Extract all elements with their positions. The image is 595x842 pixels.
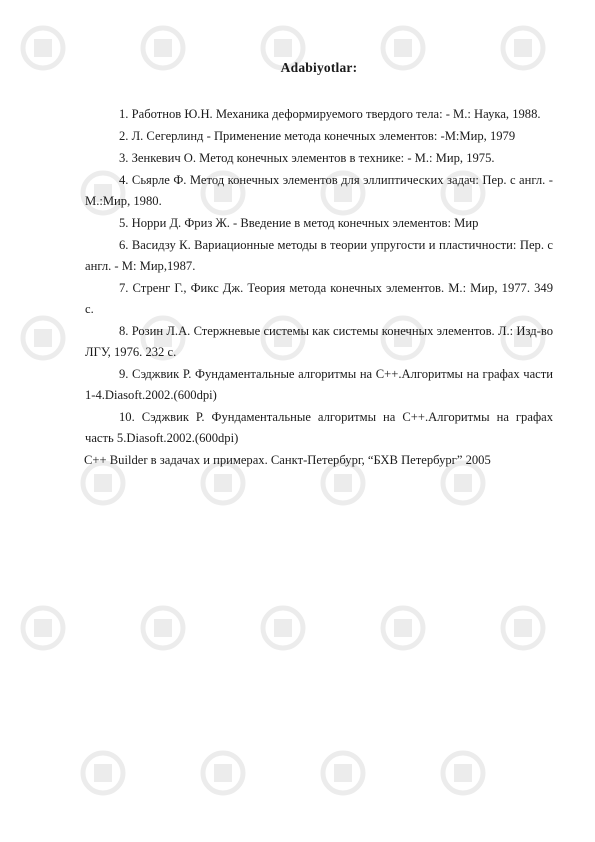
reference-item: 7. Стренг Г., Фикс Дж. Теория метода конечных элементов. М.: Мир, 1977. 349 с.: [85, 281, 553, 316]
watermark-logo-icon: [80, 750, 126, 796]
reference-item: 4. Сьярле Ф. Метод конечных элементов для эллиптических задач: Пер. с англ. - М.:Мир, 1980.: [85, 173, 553, 208]
watermark-logo-icon: [200, 750, 246, 796]
watermark-logo-icon: [440, 750, 486, 796]
reference-item: 1. Работнов Ю.Н. Механика деформируемого твердого тела: - М.: Наука, 1988.: [119, 107, 541, 121]
reference-item: 8. Розин Л.А. Стержневые системы как системы конечных элементов. Л.: Изд-во ЛГУ, 1976. 232 с.: [85, 324, 553, 359]
reference-item: 5. Норри Д. Фриз Ж. - Введение в метод конечных элементов: Мир: [119, 216, 479, 230]
reference-item: 2. Л. Сегерлинд - Применение метода конечных элементов: -М:Мир, 1979: [119, 129, 516, 143]
reference-item: 3. Зенкевич О. Метод конечных элементов в технике: - М.: Мир, 1975.: [119, 151, 495, 165]
reference-item: 9. Сэджвик Р. Фундаментальные алгоритмы на С++.Алгоритмы на графах части 1-4.Diasoft.2002.(600dpi): [85, 367, 553, 402]
reference-list: [85, 104, 553, 449]
watermark-logo-icon: [140, 605, 186, 651]
watermark-logo-icon: [320, 750, 366, 796]
reference-item: 6. Васидзу К. Вариационные методы в теории упругости и пластичности: Пер. с англ. - М: Мир,1987.: [85, 238, 553, 273]
watermark-logo-icon: [500, 605, 546, 651]
additional-reference: C++ Builder в задачах и примерах. Санкт-Петербург, “БХВ Петербург” 2005: [84, 453, 491, 467]
watermark-logo-icon: [380, 605, 426, 651]
watermark-logo-icon: [260, 605, 306, 651]
watermark-logo-icon: [20, 605, 66, 651]
page-title: Adabiyotlar:: [280, 60, 358, 75]
reference-item: 10. Сэджвик Р. Фундаментальные алгоритмы на С++.Алгоритмы на графах часть 5.Diasoft.2002.(600dpi): [85, 410, 553, 445]
